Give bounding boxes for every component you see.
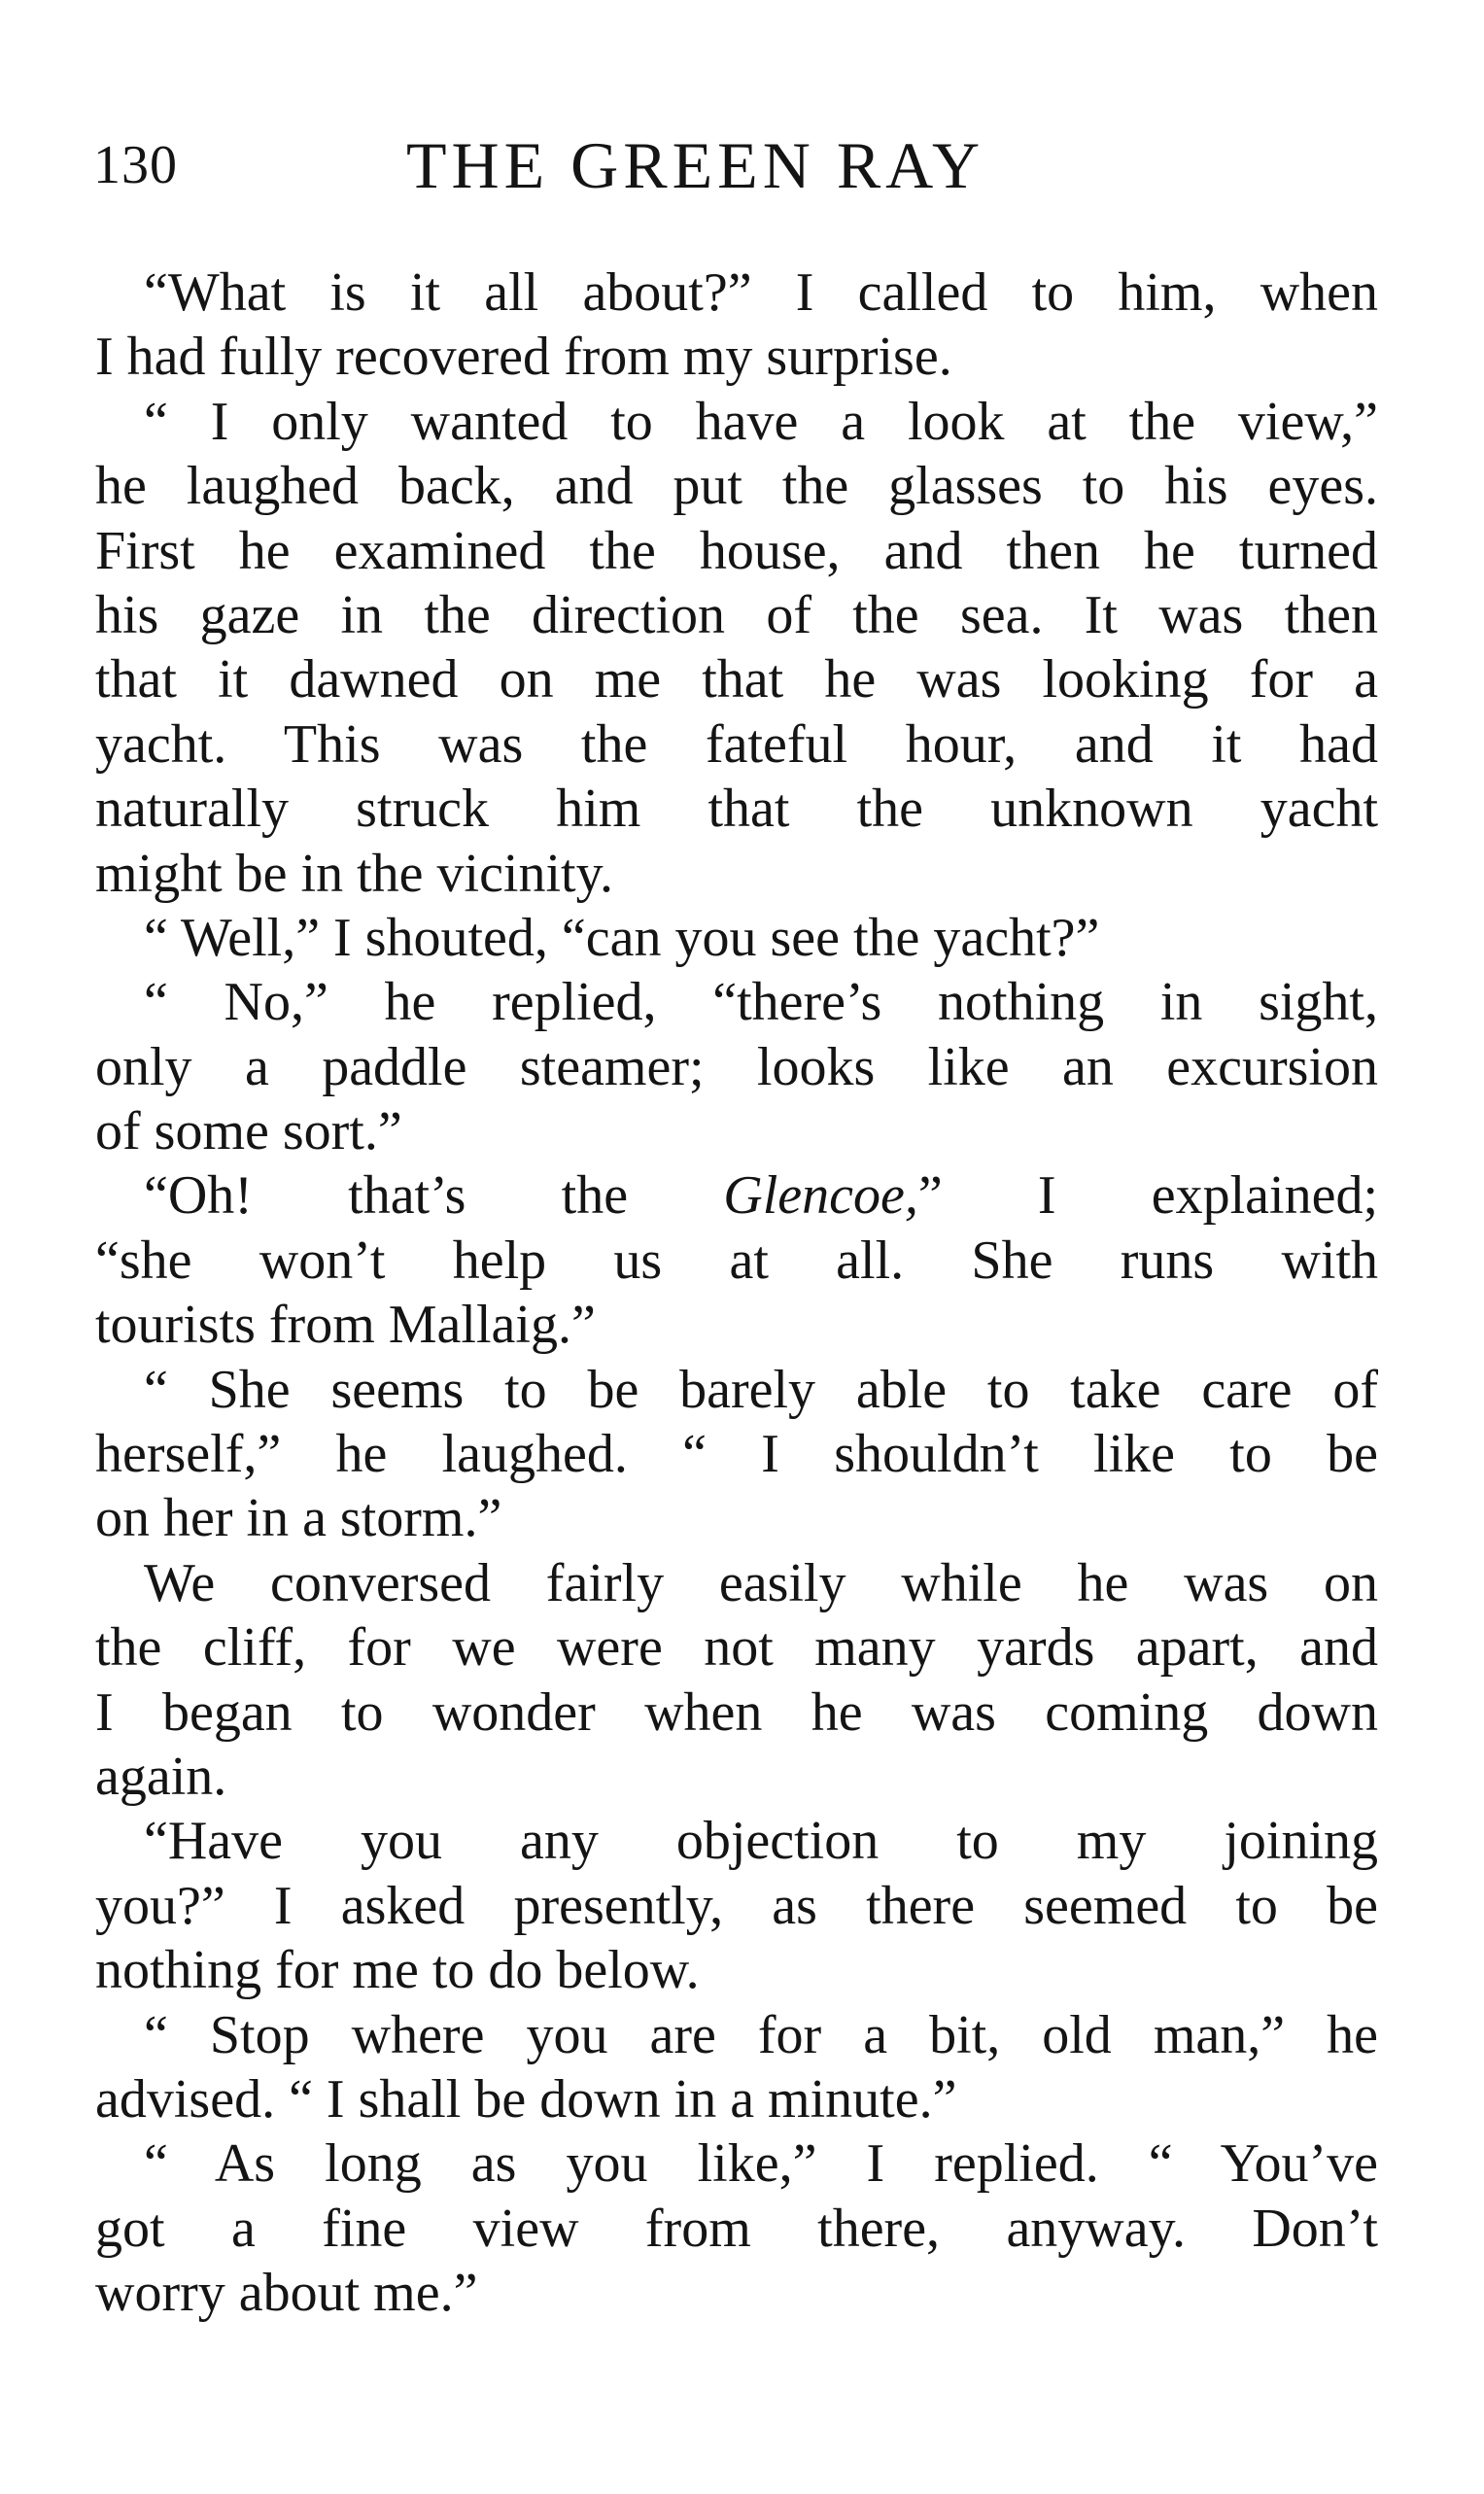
- text-line: you?” I asked presently, as there seemed to be: [95, 1875, 1378, 1936]
- text-line: advised. “ I shall be down in a minute.”: [95, 2068, 957, 2130]
- text-line: he laughed back, and put the glasses to his eyes.: [95, 456, 1378, 517]
- page-number: 130: [93, 135, 178, 195]
- text-line: “ No,” he replied, “there’s nothing in sight,: [144, 972, 1378, 1033]
- ship-name: Glencoe,: [723, 1165, 918, 1227]
- text-line: that it dawned on me that he was looking for a: [95, 649, 1378, 710]
- text-line: the cliff, for we were not many yards apart, and: [95, 1617, 1378, 1679]
- text-line: “she won’t help us at all. She runs with: [95, 1230, 1378, 1291]
- text-line: only a paddle steamer; looks like an excursion: [95, 1036, 1378, 1097]
- text-line: “ As long as you like,” I replied. “ You’ve: [144, 2133, 1378, 2195]
- text-line: “Oh! that’s the Glencoe,” I explained;: [144, 1165, 1378, 1227]
- text-line: tourists from Mallaig.”: [95, 1295, 596, 1356]
- text-line: “Have you any objection to my joining: [144, 1811, 1378, 1872]
- text-line: First he examined the house, and then he turned: [95, 520, 1378, 581]
- body-text: [95, 260, 1378, 2326]
- text-line: yacht. This was the fateful hour, and it had: [95, 713, 1378, 775]
- text-line: I had fully recovered from my surprise.: [95, 327, 952, 388]
- page-header: [93, 126, 1376, 204]
- text-line: on her in a storm.”: [95, 1488, 502, 1549]
- text-line: We conversed fairly easily while he was on: [144, 1552, 1378, 1613]
- text-line: “ I only wanted to have a look at the view,”: [144, 391, 1378, 452]
- text-line: “ Well,” I shouted, “can you see the yacht?”: [144, 907, 1100, 968]
- text-line: got a fine view from there, anyway. Don’t: [95, 2198, 1378, 2259]
- text-line: “What is it all about?” I called to him, when: [144, 262, 1378, 323]
- text-line: his gaze in the direction of the sea. It was then: [95, 584, 1378, 645]
- running-title: THE GREEN RAY: [406, 128, 985, 202]
- text-line: nothing for me to do below.: [95, 1940, 700, 2001]
- text-line: worry about me.”: [95, 2263, 478, 2324]
- text-line: “ She seems to be barely able to take care of: [144, 1359, 1378, 1420]
- text-line: herself,” he laughed. “ I shouldn’t like to be: [95, 1424, 1378, 1485]
- text-line: again.: [95, 1746, 227, 1807]
- text-line: might be in the vicinity.: [95, 843, 613, 904]
- text-line: I began to wonder when he was coming down: [95, 1681, 1378, 1743]
- text-line: naturally struck him that the unknown yacht: [95, 779, 1378, 840]
- text-line: “ Stop where you are for a bit, old man,” he: [144, 2004, 1378, 2065]
- text-line: of some sort.”: [95, 1101, 402, 1162]
